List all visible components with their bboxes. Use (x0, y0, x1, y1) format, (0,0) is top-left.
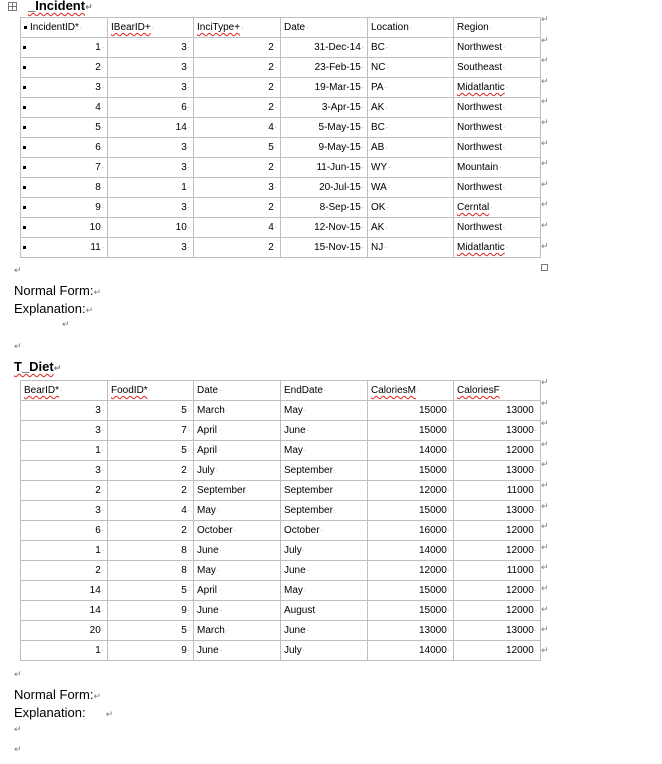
table-cell: July· (281, 641, 368, 661)
table-cell: 2· (21, 561, 108, 581)
row-bullet (23, 126, 26, 129)
table-cell: 2· (108, 481, 194, 501)
row-end-mark: ↵ (541, 645, 549, 656)
table-cell: October· (281, 521, 368, 541)
table-cell: 3· (108, 58, 194, 78)
table-cell: 31-Dec-14· (281, 38, 368, 58)
table-cell: Northwest· (454, 118, 541, 138)
table-cell: 3· (21, 401, 108, 421)
table-cell: 14· (108, 118, 194, 138)
diet-column-header: BearID*· (21, 381, 108, 401)
diet-column-header: EndDate· (281, 381, 368, 401)
table-cell: 12000· (454, 441, 541, 461)
table-cell: Northwest· (454, 218, 541, 238)
table-cell: September· (281, 461, 368, 481)
table-cell: 3· (108, 198, 194, 218)
table-cell: 2· (194, 158, 281, 178)
table-cell: 2· (194, 58, 281, 78)
table-cell: 2· (108, 461, 194, 481)
row-end-mark: ↵ (541, 138, 549, 149)
table-cell: 6· (21, 521, 108, 541)
row-end-mark: ↵ (541, 97, 549, 108)
table-cell: 1· (21, 38, 108, 58)
table-row (21, 621, 541, 641)
table-cell: 6· (21, 138, 108, 158)
table-cell: 12000· (368, 481, 454, 501)
row-end-mark: ↵ (541, 481, 549, 491)
table-cell: September· (281, 501, 368, 521)
table-cell: Northwest· (454, 178, 541, 198)
table-cell: April· (194, 441, 281, 461)
row-end-mark: ↵ (541, 118, 549, 128)
table-row (21, 641, 541, 661)
row-end-mark: ↵ (541, 563, 549, 574)
table-cell: June· (194, 641, 281, 661)
table-cell: 3· (108, 158, 194, 178)
table-cell: NJ· (368, 238, 454, 258)
table-row (21, 521, 541, 541)
table-row (21, 238, 541, 258)
table-row (21, 561, 541, 581)
table-cell: 5· (194, 138, 281, 158)
table-cell: Midatlantic· (454, 238, 541, 258)
table-cell: 8· (108, 541, 194, 561)
table-cell: 2· (21, 58, 108, 78)
table-cell: 11· (21, 238, 108, 258)
row-end-mark: ↵ (541, 501, 549, 512)
table-cell: 3· (21, 501, 108, 521)
table-cell: 1· (21, 441, 108, 461)
table-cell: 11000· (454, 481, 541, 501)
table-row (21, 581, 541, 601)
diet-title: T_Diet↵ (14, 359, 62, 374)
diet-table (20, 380, 541, 661)
table-cell: 15000· (368, 401, 454, 421)
table-cell: 14· (21, 601, 108, 621)
table-cell: 13000· (454, 621, 541, 641)
table-row (21, 158, 541, 178)
row-bullet (24, 26, 27, 29)
table-cell: June· (281, 621, 368, 641)
table-cell: May· (281, 581, 368, 601)
table-cell: 3· (108, 38, 194, 58)
table-move-handle[interactable] (8, 2, 17, 11)
table-cell: Southeast· (454, 58, 541, 78)
row-end-mark: ↵ (541, 378, 549, 388)
table-cell: PA· (368, 78, 454, 98)
table-cell: 14000· (368, 541, 454, 561)
table-cell: 13000· (454, 421, 541, 441)
table-cell: 4· (194, 118, 281, 138)
row-end-mark: ↵ (541, 221, 549, 231)
paragraph-mark: ↵ (14, 670, 22, 680)
table-cell: July· (281, 541, 368, 561)
table-cell: 5· (108, 621, 194, 641)
table-cell: 8-Sep-15· (281, 198, 368, 218)
incident-table (20, 17, 541, 258)
paragraph-mark: ↵ (62, 320, 70, 330)
table-cell: September· (194, 481, 281, 501)
table-cell: BC· (368, 38, 454, 58)
row-bullet (23, 66, 26, 69)
table-row (21, 541, 541, 561)
table-cell: AB· (368, 138, 454, 158)
table-cell: 12000· (454, 641, 541, 661)
paragraph-mark: ↵ (14, 745, 22, 755)
table-row (21, 461, 541, 481)
table-cell: 2· (194, 38, 281, 58)
incident-column-header: Region· (454, 18, 541, 38)
table-cell: 5-May-15· (281, 118, 368, 138)
incident-column-header: InciType+· (194, 18, 281, 38)
table-row (21, 481, 541, 501)
incident-title: _Incident↵ (28, 0, 93, 13)
table-cell: BC· (368, 118, 454, 138)
table-cell: 12-Nov-15· (281, 218, 368, 238)
table-cell: 5· (108, 401, 194, 421)
row-bullet (23, 226, 26, 229)
diet-header-row (21, 381, 541, 401)
table-cell: 12000· (454, 521, 541, 541)
table-cell: Midatlantic· (454, 78, 541, 98)
table-cell: 19-Mar-15· (281, 78, 368, 98)
table-cell: 14· (21, 581, 108, 601)
diet-normal-form-label: Normal Form:↵ (14, 687, 101, 702)
row-end-mark: ↵ (541, 159, 549, 170)
paragraph-mark: ↵ (14, 725, 22, 735)
table-cell: 10· (21, 218, 108, 238)
table-cell: 2· (194, 198, 281, 218)
table-cell: Northwest· (454, 98, 541, 118)
row-end-mark: ↵ (541, 604, 549, 615)
row-bullet (23, 206, 26, 209)
diet-explanation-label: Explanation: ↵ (14, 705, 114, 720)
diet-column-header: CaloriesF· (454, 381, 541, 401)
table-cell: August· (281, 601, 368, 621)
row-end-mark: ↵ (541, 56, 549, 67)
row-bullet (23, 166, 26, 169)
paragraph-mark: ↵ (14, 266, 22, 276)
table-cell: April· (194, 421, 281, 441)
table-cell: 4· (194, 218, 281, 238)
table-row (21, 421, 541, 441)
table-cell: 5· (108, 581, 194, 601)
table-cell: 13000· (454, 401, 541, 421)
table-cell: 10· (108, 218, 194, 238)
table-cell: 2· (194, 98, 281, 118)
table-cell: 9-May-15· (281, 138, 368, 158)
table-cell: 2· (21, 481, 108, 501)
row-end-mark: ↵ (541, 460, 549, 471)
table-cell: 12000· (454, 601, 541, 621)
incident-column-header: IncidentID*· (21, 18, 108, 38)
table-cell: 9· (108, 641, 194, 661)
row-end-mark: ↵ (541, 15, 549, 25)
table-cell: AK· (368, 98, 454, 118)
table-row (21, 58, 541, 78)
table-cell: 6· (108, 98, 194, 118)
table-cell: 3· (21, 461, 108, 481)
table-cell: June· (281, 421, 368, 441)
table-cell: 12000· (454, 541, 541, 561)
row-bullet (23, 186, 26, 189)
table-cell: May· (194, 561, 281, 581)
table-row (21, 601, 541, 621)
table-cell: May· (281, 441, 368, 461)
table-cell: 1· (108, 178, 194, 198)
table-cell: October· (194, 521, 281, 541)
table-cell: 15000· (368, 461, 454, 481)
table-cell: Northwest· (454, 138, 541, 158)
row-end-mark: ↵ (541, 522, 549, 533)
table-cell: June· (194, 541, 281, 561)
table-cell: March· (194, 401, 281, 421)
table-cell: 8· (108, 561, 194, 581)
table-cell: 3· (108, 78, 194, 98)
table-cell: 3· (108, 138, 194, 158)
row-end-mark: ↵ (541, 584, 549, 594)
table-cell: Northwest· (454, 38, 541, 58)
table-cell: 4· (21, 98, 108, 118)
table-cell: April· (194, 581, 281, 601)
diet-column-header: FoodID*· (108, 381, 194, 401)
table-cell: Mountain· (454, 158, 541, 178)
row-end-mark: ↵ (541, 200, 549, 211)
table-cell: 2· (194, 238, 281, 258)
row-end-mark: ↵ (541, 542, 549, 553)
table-cell: NC· (368, 58, 454, 78)
table-cell: Cerntal· (454, 198, 541, 218)
table-cell: 16000· (368, 521, 454, 541)
table-cell: 1· (21, 641, 108, 661)
table-cell: 20· (21, 621, 108, 641)
row-end-mark: ↵ (541, 241, 549, 252)
table-cell: 3· (21, 78, 108, 98)
table-row (21, 178, 541, 198)
table-cell: OK· (368, 198, 454, 218)
table-cell: 15000· (368, 501, 454, 521)
table-cell: 15-Nov-15· (281, 238, 368, 258)
table-row (21, 138, 541, 158)
incident-column-header: Date· (281, 18, 368, 38)
incident-explanation-label: Explanation:↵ (14, 301, 94, 316)
table-resize-handle[interactable] (541, 264, 548, 271)
table-cell: 13000· (454, 461, 541, 481)
incident-header-row (21, 18, 541, 38)
row-end-mark: ↵ (541, 419, 549, 430)
table-cell: 7· (21, 158, 108, 178)
table-cell: 23-Feb-15· (281, 58, 368, 78)
table-cell: 9· (21, 198, 108, 218)
table-row (21, 78, 541, 98)
row-bullet (23, 106, 26, 109)
table-cell: WA· (368, 178, 454, 198)
table-row (21, 118, 541, 138)
incident-column-header: Location· (368, 18, 454, 38)
table-cell: 2· (194, 78, 281, 98)
table-cell: June· (194, 601, 281, 621)
table-cell: 3-Apr-15· (281, 98, 368, 118)
table-row (21, 401, 541, 421)
table-cell: 12000· (454, 581, 541, 601)
row-bullet (23, 146, 26, 149)
table-row (21, 501, 541, 521)
table-cell: WY· (368, 158, 454, 178)
table-cell: 1· (21, 541, 108, 561)
paragraph-mark: ↵ (14, 342, 22, 352)
row-end-mark: ↵ (541, 625, 549, 636)
table-cell: 15000· (368, 421, 454, 441)
incident-normal-form-label: Normal Form:↵ (14, 283, 101, 298)
table-cell: 14000· (368, 641, 454, 661)
table-cell: July· (194, 461, 281, 481)
table-cell: 13000· (368, 621, 454, 641)
row-end-mark: ↵ (541, 179, 549, 190)
table-cell: September· (281, 481, 368, 501)
table-cell: May· (281, 401, 368, 421)
row-end-mark: ↵ (541, 76, 549, 87)
table-cell: 7· (108, 421, 194, 441)
table-cell: 3· (108, 238, 194, 258)
table-cell: AK· (368, 218, 454, 238)
row-end-mark: ↵ (541, 35, 549, 46)
table-cell: 13000· (454, 501, 541, 521)
table-cell: 15000· (368, 581, 454, 601)
table-cell: 20-Jul-15· (281, 178, 368, 198)
diet-column-header: Date· (194, 381, 281, 401)
table-cell: May· (194, 501, 281, 521)
table-row (21, 98, 541, 118)
table-cell: 11000· (454, 561, 541, 581)
table-cell: 15000· (368, 601, 454, 621)
incident-column-header: IBearID+· (108, 18, 194, 38)
table-cell: 9· (108, 601, 194, 621)
table-cell: 3· (194, 178, 281, 198)
table-cell: 5· (21, 118, 108, 138)
table-cell: 14000· (368, 441, 454, 461)
table-row (21, 218, 541, 238)
row-end-mark: ↵ (541, 439, 549, 450)
table-cell: 2· (108, 521, 194, 541)
table-cell: 5· (108, 441, 194, 461)
table-row (21, 38, 541, 58)
table-cell: 3· (21, 421, 108, 441)
row-bullet (23, 86, 26, 89)
table-cell: 12000· (368, 561, 454, 581)
row-bullet (23, 46, 26, 49)
table-row (21, 441, 541, 461)
table-cell: 4· (108, 501, 194, 521)
table-cell: June· (281, 561, 368, 581)
table-cell: 8· (21, 178, 108, 198)
table-cell: 11-Jun-15· (281, 158, 368, 178)
table-cell: March· (194, 621, 281, 641)
row-end-mark: ↵ (541, 398, 549, 409)
diet-column-header: CaloriesM· (368, 381, 454, 401)
row-bullet (23, 246, 26, 249)
table-row (21, 198, 541, 218)
